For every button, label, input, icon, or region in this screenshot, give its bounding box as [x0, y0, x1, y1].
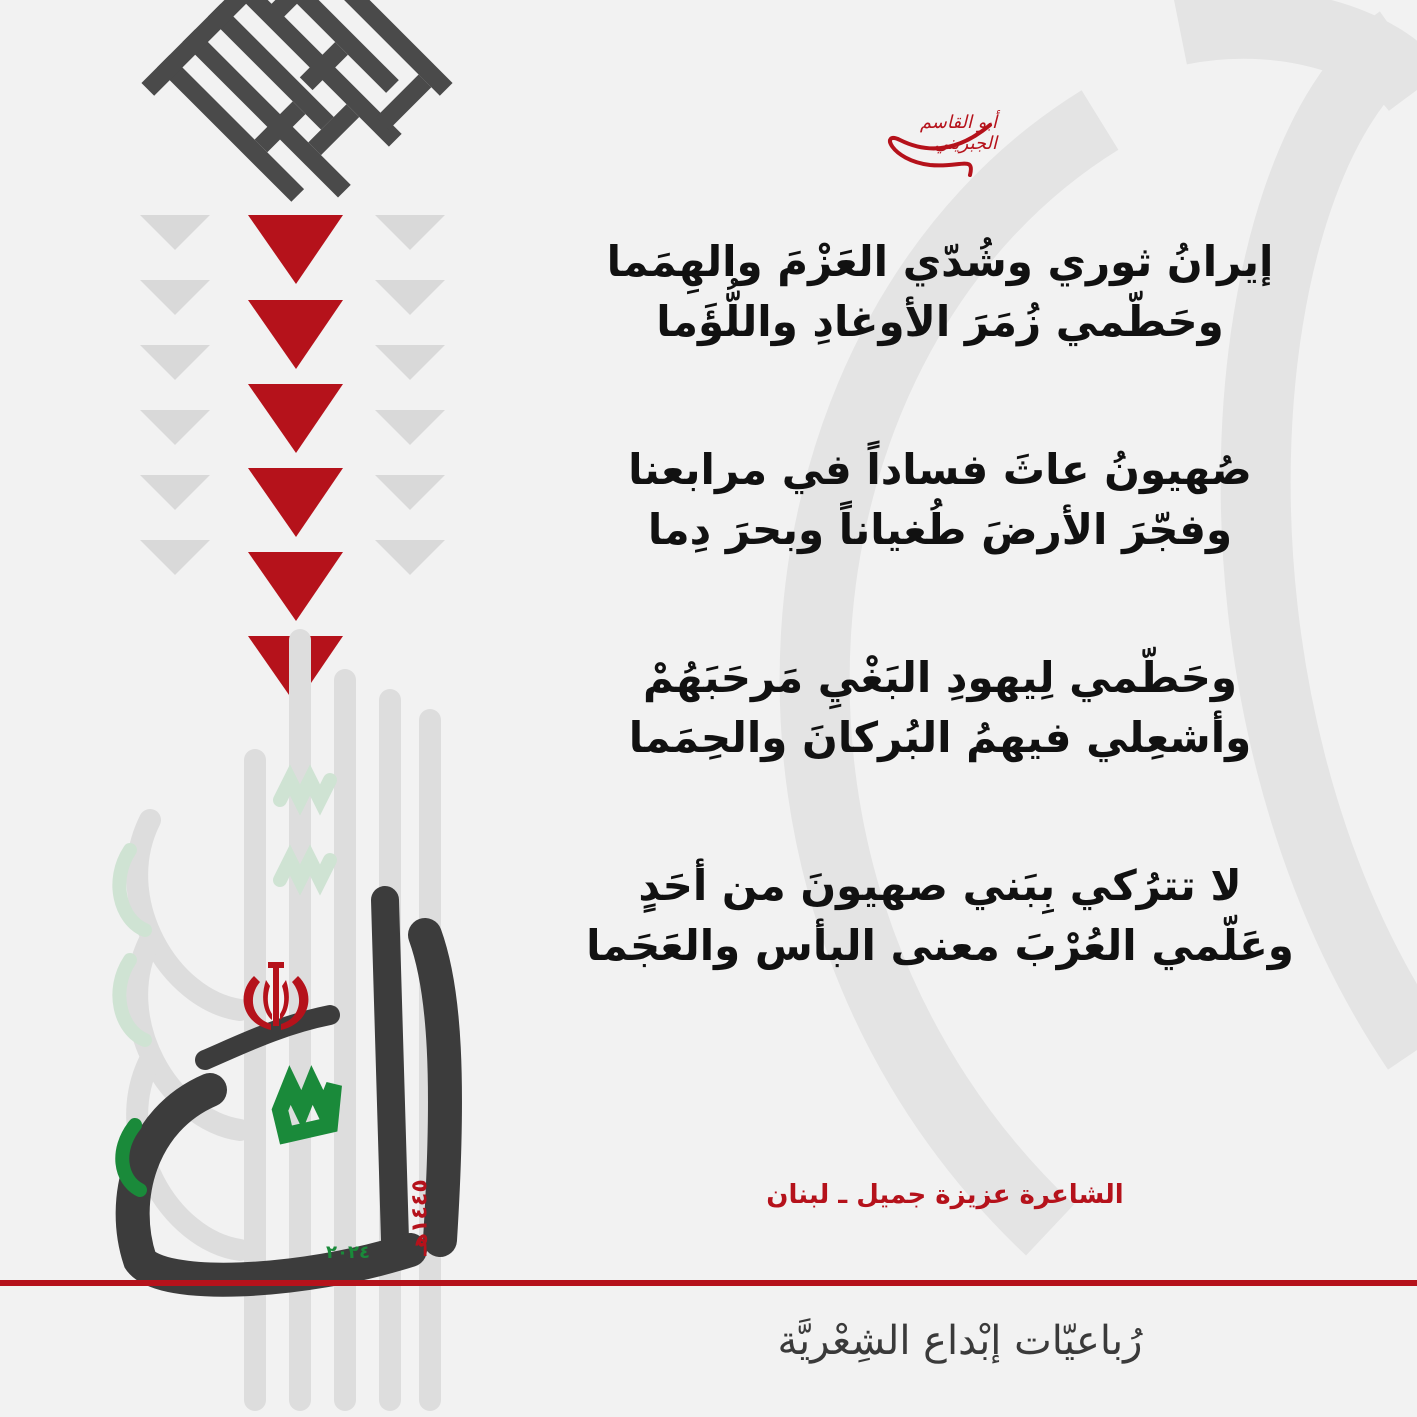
- stanza-3: [560, 648, 1320, 768]
- verse-line: صُهيونُ عاثَ فساداً في مرابعنا: [628, 445, 1252, 494]
- triangle-down-icon: [248, 300, 343, 369]
- year-label: ٢٠٢٤: [326, 1242, 370, 1263]
- hijri-year-label: ١٤٤٥هـ: [407, 1179, 433, 1256]
- triangle-down-icon: [248, 468, 343, 537]
- verse-line: لا تترُكي بِبَني صهيونَ من أحَدٍ: [638, 861, 1242, 910]
- stanza-2: [560, 440, 1320, 560]
- verse-line: وعَلّمي العُرْبَ معنى البأس والعَجَما: [586, 921, 1294, 970]
- stanza-1: [560, 232, 1320, 352]
- triangle-down-icon: [248, 215, 343, 284]
- verse-line: وأشعِلي فيهمُ البُركانَ والحِمَما: [628, 713, 1252, 762]
- poem: [560, 232, 1320, 1064]
- stanza-4: [560, 856, 1320, 976]
- triangle-down-icon: [248, 552, 343, 621]
- triangle-down-icon: [248, 384, 343, 453]
- footer-title: رُباعيّات إبْداع الشِعْريَّة: [777, 1318, 1143, 1364]
- verse-line: وفجّرَ الأرضَ طُغياناً وبحرَ دِما: [647, 505, 1233, 554]
- signature-text: أبو القاسم الجبريني: [919, 111, 997, 154]
- poet-credit: الشاعرة عزيزة جميل ـ لبنان: [766, 1180, 1124, 1210]
- verse-line: وحَطّمي زُمَرَ الأوغادِ واللُّؤَما: [656, 297, 1224, 346]
- verse-line: إيرانُ ثوري وشُدّي العَزْمَ والهِمَما: [606, 237, 1274, 286]
- verse-line: وحَطّمي لِيهودِ البَغْيِ مَرحَبَهُمْ: [642, 653, 1238, 702]
- kufic-pattern-icon: [141, 0, 452, 239]
